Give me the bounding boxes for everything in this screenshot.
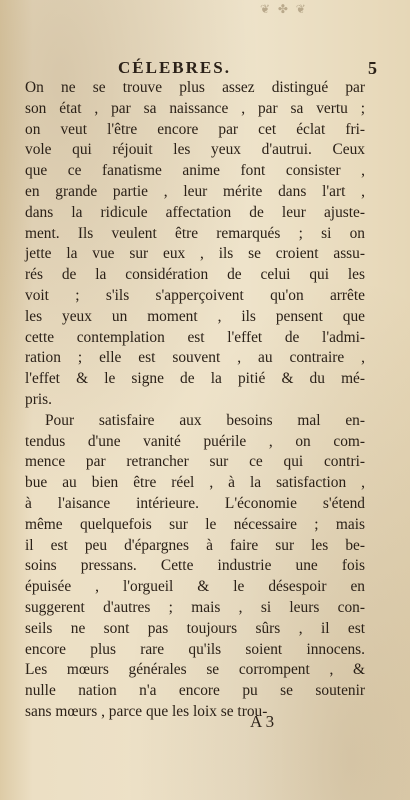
paragraphs [25,78,365,723]
text-line: on veut l'être encore par cet éclat fri- [25,120,365,138]
text-line: épuisée , l'orgueil & le désespoir en [25,578,365,596]
text-line: son état , par sa naissance , par sa vertu ; [25,99,365,117]
running-head-title: CÉLEBRES. [118,58,231,77]
text-line: à l'aisance intérieure. L'économie s'étend [25,494,365,512]
text-line: mence par retrancher sur ce qui contri- [25,453,365,471]
signature-mark: A 3 [250,712,275,731]
decorative-ornament: ❦ ✤ ❦ [260,2,308,16]
text-line: encore plus rare qu'ils soient innocens. [25,640,365,658]
text-line: rés de la considération de celui qui les [25,266,365,284]
text-line: même quelquefois sur le nécessaire ; mais [25,515,365,533]
text-line: vole qui réjouit les yeux d'autrui. Ceux [25,141,365,159]
text-line: les yeux un moment , ils pensent que [25,307,365,325]
text-line: soins pressans. Cette industrie une fois [25,557,365,575]
text-line: jette la vue sur eux , ils se croient assu- [25,245,365,263]
text-line: Les mœurs générales se corrompent , & [25,661,365,679]
running-head [0,58,410,80]
page-number: 5 [368,58,377,78]
text-line: en grande partie , leur mérite dans l'art , [25,182,365,200]
text-line: sans mœurs , parce que les loix se trou- [25,702,268,720]
text-line: ment. Ils veulent être remarqués ; si on [25,224,365,242]
text-line: bue au bien être réel , à la satisfaction , [25,474,365,492]
text-line: tendus d'une vanité puérile , on com- [25,432,365,450]
text-line: dans la ridicule affectation de leur ajuste- [25,203,365,221]
text-line: pris. [25,390,52,408]
body-text [25,78,365,723]
text-line: On ne se trouve plus assez distingué par [25,79,365,96]
text-line: il est peu d'épargnes à faire sur les be- [25,536,365,554]
text-line: voit ; s'ils s'apperçoivent qu'on arrête [25,286,365,304]
text-line: seils ne sont pas toujours sûrs , il est [25,619,365,637]
text-line: suggerent d'autres ; mais , si leurs con- [25,598,365,616]
text-line: ration ; elle est souvent , au contraire , [25,349,365,367]
text-line: que ce fanatisme anime font consister , [25,162,365,180]
text-line: Pour satisfaire aux besoins mal en- [45,411,365,429]
text-line: cette contemplation est l'effet de l'admi- [25,328,365,346]
text-line: l'effet & le signe de la pitié & du mé- [25,370,365,388]
text-line: nulle nation n'a encore pu se soutenir [25,682,365,700]
